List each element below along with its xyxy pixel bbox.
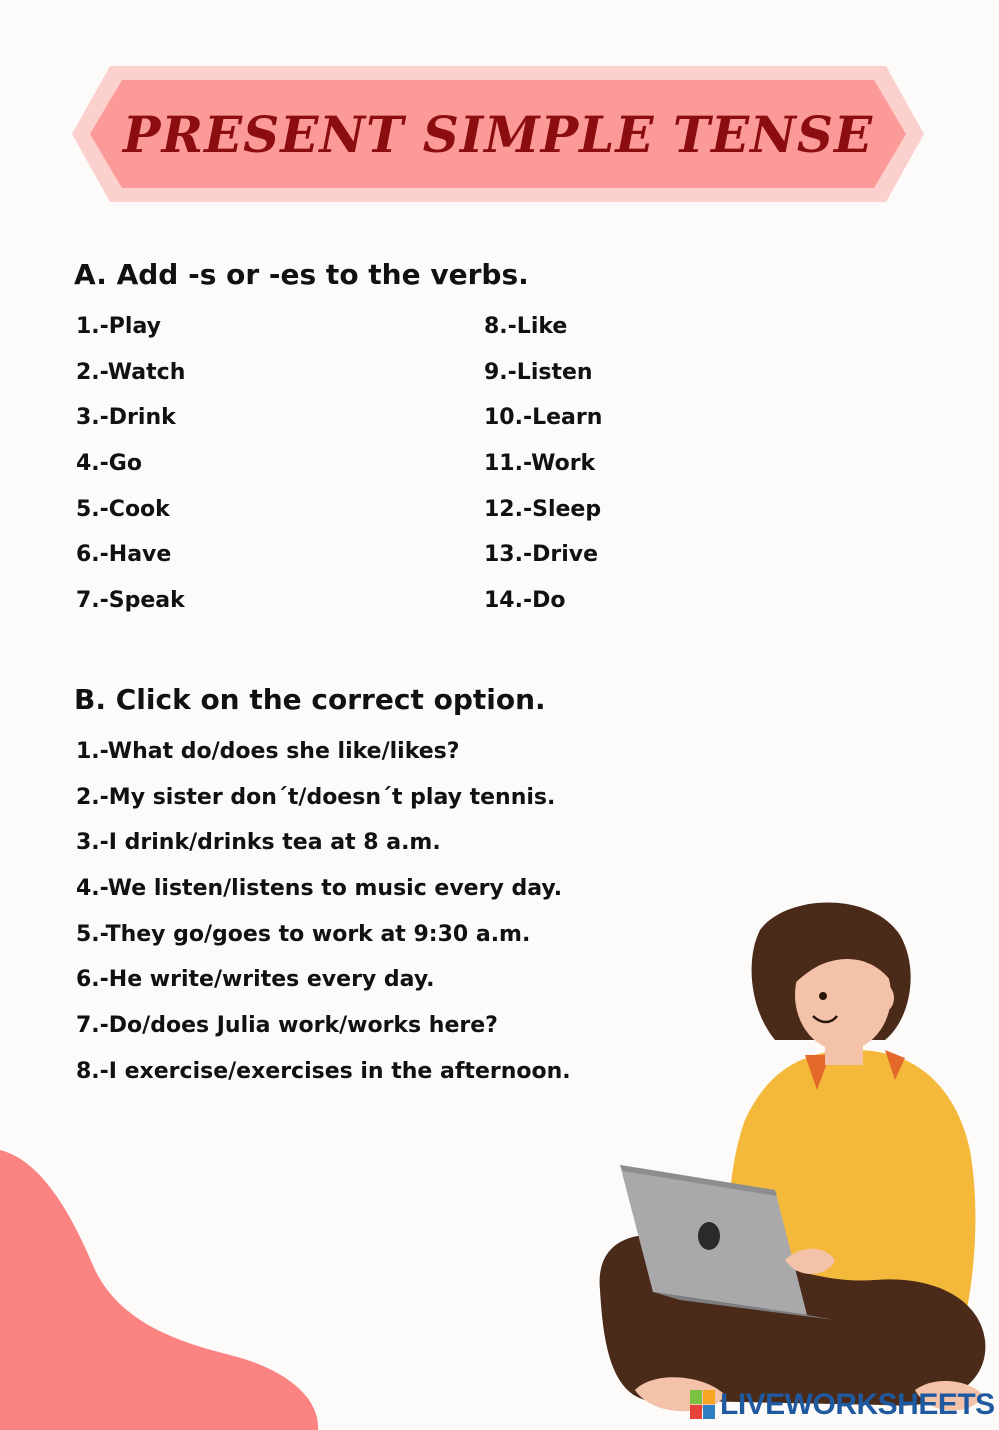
- liveworksheets-logo-icon: [690, 1390, 716, 1420]
- verb-item: 6.-Have: [76, 542, 172, 568]
- option-sentence[interactable]: 5.-They go/goes to work at 9:30 a.m.: [76, 921, 531, 947]
- option-sentence[interactable]: 8.-I exercise/exercises in the afternoon.: [76, 1058, 571, 1084]
- option-sentence[interactable]: 3.-I drink/drinks tea at 8 a.m.: [76, 830, 441, 856]
- verb-list-left: [76, 311, 185, 631]
- verb-item: 5.-Cook: [76, 496, 170, 522]
- verb-item: 7.-Speak: [76, 588, 185, 614]
- girl-with-laptop-illustration: [585, 890, 995, 1425]
- verb-item: 11.-Work: [484, 451, 596, 477]
- title-banner: [70, 62, 926, 206]
- decorative-blob: [0, 1150, 330, 1430]
- section-b-heading: B. Click on the correct option.: [74, 683, 546, 716]
- verb-item: 2.-Watch: [76, 359, 186, 385]
- liveworksheets-watermark: [690, 1388, 995, 1422]
- verb-item: 8.-Like: [484, 314, 568, 339]
- verb-item: 3.-Drink: [76, 405, 176, 431]
- verb-item: 12.-Sleep: [484, 496, 602, 522]
- option-sentence[interactable]: 7.-Do/does Julia work/works here?: [76, 1013, 498, 1039]
- verb-item: 4.-Go: [76, 451, 142, 477]
- watermark-text: LIVEWORKSHEETS: [720, 1388, 995, 1421]
- option-sentence[interactable]: 2.-My sister don´t/doesn´t play tennis.: [76, 784, 556, 810]
- option-sentence[interactable]: 6.-He write/writes every day.: [76, 967, 435, 993]
- verb-item: 14.-Do: [484, 588, 566, 614]
- verb-item: 1.-Play: [76, 314, 161, 339]
- verb-item: 9.-Listen: [484, 359, 593, 385]
- option-sentence[interactable]: 4.-We listen/listens to music every day.: [76, 876, 563, 902]
- section-a-heading: A. Add -s or -es to the verbs.: [74, 258, 529, 291]
- page-title: PRESENT SIMPLE TENSE: [122, 104, 874, 164]
- option-sentence[interactable]: 1.-What do/does she like/likes?: [76, 739, 460, 764]
- verb-list-right: [484, 311, 602, 631]
- option-sentence-list: [76, 736, 571, 1102]
- verb-item: 13.-Drive: [484, 542, 599, 568]
- verb-item: 10.-Learn: [484, 405, 603, 431]
